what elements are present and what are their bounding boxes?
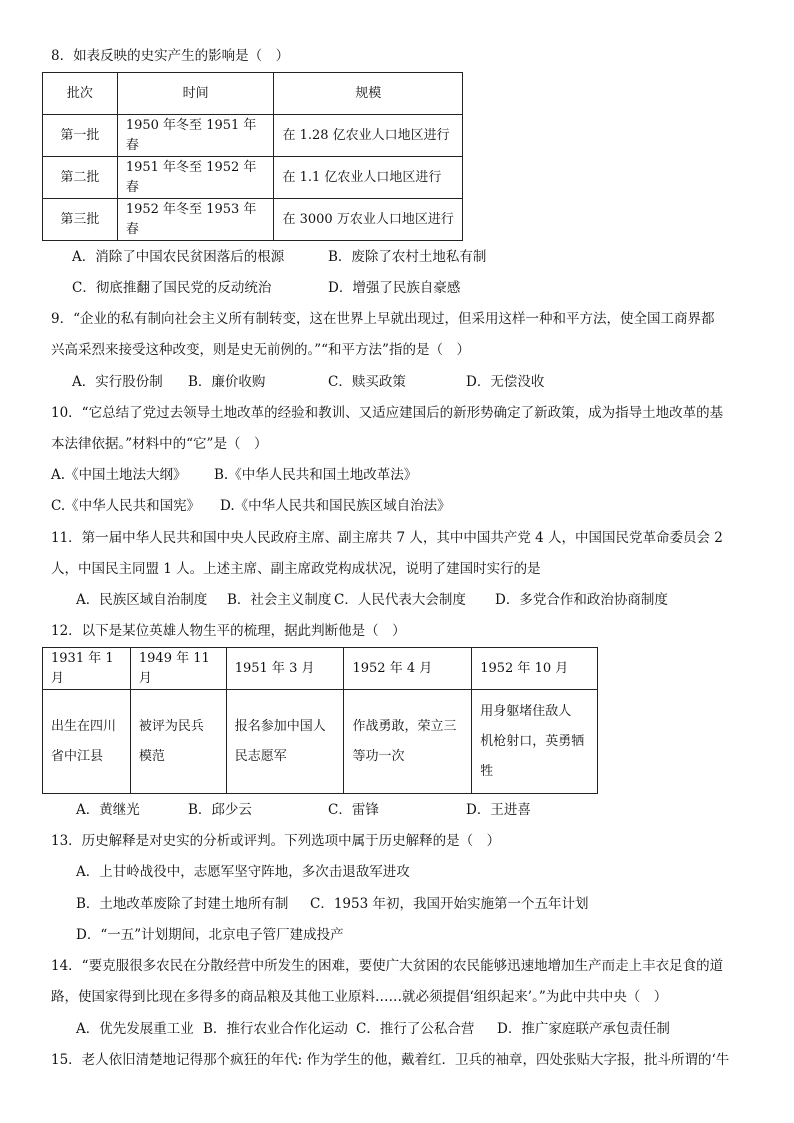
q11-stem-line-2: 人，中国民主同盟 1 人。上述主席、副主席政党构成状况，说明了建国时实行的是: [51, 561, 541, 577]
q12-option-c[interactable]: C．雷锋: [328, 802, 379, 818]
table-cell: 在 1.1 亿农业人口地区进行: [274, 157, 463, 199]
table-header-cell: 1951 年 3 月: [226, 648, 344, 690]
table-row: [43, 199, 463, 241]
table-header-cell: 时间: [117, 73, 274, 115]
table-cell: [130, 690, 226, 794]
cell-line: 等功一次: [352, 748, 405, 764]
q8-option-d[interactable]: D．增强了民族自豪感: [328, 280, 461, 296]
q12-option-b[interactable]: B．邱少云: [188, 802, 252, 818]
table-cell: 在 1.28 亿农业人口地区进行: [274, 115, 463, 157]
q8-table: [42, 72, 463, 241]
q14-stem-line-1: 14．“要克服很多农民在分散经营中所发生的困难，要使广大贫困的农民能够迅速地增加生产而走上丰衣足食的道: [51, 958, 724, 974]
table-header-row: [43, 648, 598, 690]
q10-option-b[interactable]: B.《中华人民共和国土地改革法》: [214, 467, 418, 483]
q10-stem-line-1: 10．“它总结了党过去领导土地改革的经验和教训、又适应建国后的新形势确定了新政策，成为指导土地改革的基: [51, 405, 724, 421]
cell-line: 省中江县: [51, 748, 104, 764]
table-header-cell: 1931 年 1 月: [43, 648, 131, 690]
cell-line: 模范: [138, 748, 165, 764]
q9-option-a[interactable]: A．实行股份制: [72, 374, 163, 390]
q13-option-a[interactable]: A．上甘岭战役中，志愿军坚守阵地，多次击退敌军进攻: [76, 864, 410, 880]
q14-stem-line-2: 路，使国家得到比现在多得多的商品粮及其他工业原料……就必须提倡‘组织起来’。”为此中共中央（ ）: [51, 989, 668, 1005]
q12-stem: 12．以下是某位英雄人物生平的梳理，据此判断他是（ ）: [51, 623, 406, 639]
table-cell: 第三批: [43, 199, 118, 241]
table-header-cell: 1952 年 10 月: [472, 648, 598, 690]
q14-option-b[interactable]: B．推行农业合作化运动: [203, 1021, 348, 1037]
table-cell: [226, 690, 344, 794]
cell-line: 牲: [480, 763, 494, 779]
table-header-row: [43, 73, 463, 115]
q13-option-d[interactable]: D．“一五”计划期间，北京电子管厂建成投产: [76, 927, 344, 943]
table-cell: 第一批: [43, 115, 118, 157]
table-cell: [43, 690, 131, 794]
cell-line: 民志愿军: [234, 748, 287, 764]
q8-option-b[interactable]: B．废除了农村土地私有制: [328, 249, 487, 265]
table-header-cell: 1952 年 4 月: [344, 648, 472, 690]
q12-option-d[interactable]: D．王进喜: [466, 802, 531, 818]
q8-stem: 8．如表反映的史实产生的影响是（ ）: [51, 48, 290, 64]
q8-option-c[interactable]: C．彻底推翻了国民党的反动统治: [72, 280, 272, 296]
q10-option-d[interactable]: D.《中华人民共和国民族区域自治法》: [220, 498, 451, 514]
q13-option-c[interactable]: C．1953 年初，我国开始实施第一个五年计划: [310, 896, 589, 912]
q13-option-b[interactable]: B．土地改革废除了封建土地所有制: [76, 896, 289, 912]
table-header-cell: 批次: [43, 73, 118, 115]
q14-option-a[interactable]: A．优先发展重工业: [76, 1021, 194, 1037]
table-cell: 1952 年冬至 1953 年春: [117, 199, 274, 241]
q9-option-d[interactable]: D．无偿没收: [466, 374, 545, 390]
q9-option-c[interactable]: C．赎买政策: [328, 374, 406, 390]
table-cell: [344, 690, 472, 794]
q14-option-d[interactable]: D．推广家庭联产承包责任制: [497, 1021, 670, 1037]
q11-option-a[interactable]: A．民族区域自治制度: [76, 592, 208, 608]
table-header-cell: 1949 年 11 月: [130, 648, 226, 690]
table-cell: 第二批: [43, 157, 118, 199]
q14-option-c[interactable]: C．推行了公私合营: [356, 1021, 475, 1037]
cell-line: 作战勇敢，荣立三: [352, 718, 457, 734]
table-row: [43, 157, 463, 199]
q12-option-a[interactable]: A．黄继光: [76, 802, 140, 818]
table-row: [43, 115, 463, 157]
q9-stem-line-1: 9．“企业的私有制向社会主义所有制转变，这在世界上早就出现过，但采用这样一种和平方法，使全国工商界都: [51, 311, 715, 327]
table-header-cell: 规模: [274, 73, 463, 115]
q9-option-b[interactable]: B．廉价收购: [188, 374, 266, 390]
q11-stem-line-1: 11．第一届中华人民共和国中央人民政府主席、副主席共 7 人，其中中国共产党 4 人，中国国民党革命委员会 2: [51, 530, 723, 546]
table-row: [43, 690, 598, 794]
q11-option-d[interactable]: D．多党合作和政治协商制度: [495, 592, 668, 608]
cell-line: 出生在四川: [51, 718, 117, 734]
table-cell: [472, 690, 598, 794]
q10-option-a[interactable]: A.《中国土地法大纲》: [51, 467, 187, 483]
q11-option-c[interactable]: C．人民代表大会制度: [334, 592, 466, 608]
q13-stem: 13．历史解释是对史实的分析或评判。下列选项中属于历史解释的是（ ）: [51, 833, 501, 849]
q9-stem-line-2: 兴高采烈来接受这种改变，则是史无前例的。”“和平方法”指的是（ ）: [51, 342, 470, 358]
table-cell: 1951 年冬至 1952 年春: [117, 157, 274, 199]
table-cell: 1950 年冬至 1951 年春: [117, 115, 274, 157]
table-cell: 在 3000 万农业人口地区进行: [274, 199, 463, 241]
q15-stem-line-1: 15．老人依旧清楚地记得那个疯狂的年代: 作为学生的他，戴着红．卫兵的袖章，四处张贴大字报，批斗所谓的‘牛: [51, 1052, 730, 1068]
cell-line: 用身躯堵住敌人: [480, 703, 572, 719]
q8-option-a[interactable]: A．消除了中国农民贫困落后的根源: [72, 249, 285, 265]
q10-option-c[interactable]: C.《中华人民共和国宪》: [51, 498, 201, 514]
q11-option-b[interactable]: B．社会主义制度: [227, 592, 332, 608]
cell-line: 机枪射口，英勇牺: [480, 733, 585, 749]
q12-table: [42, 647, 598, 794]
cell-line: 被评为民兵: [138, 718, 204, 734]
cell-line: 报名参加中国人: [234, 718, 326, 734]
q10-stem-line-2: 本法律依据。”材料中的“它”是（ ）: [51, 436, 268, 452]
